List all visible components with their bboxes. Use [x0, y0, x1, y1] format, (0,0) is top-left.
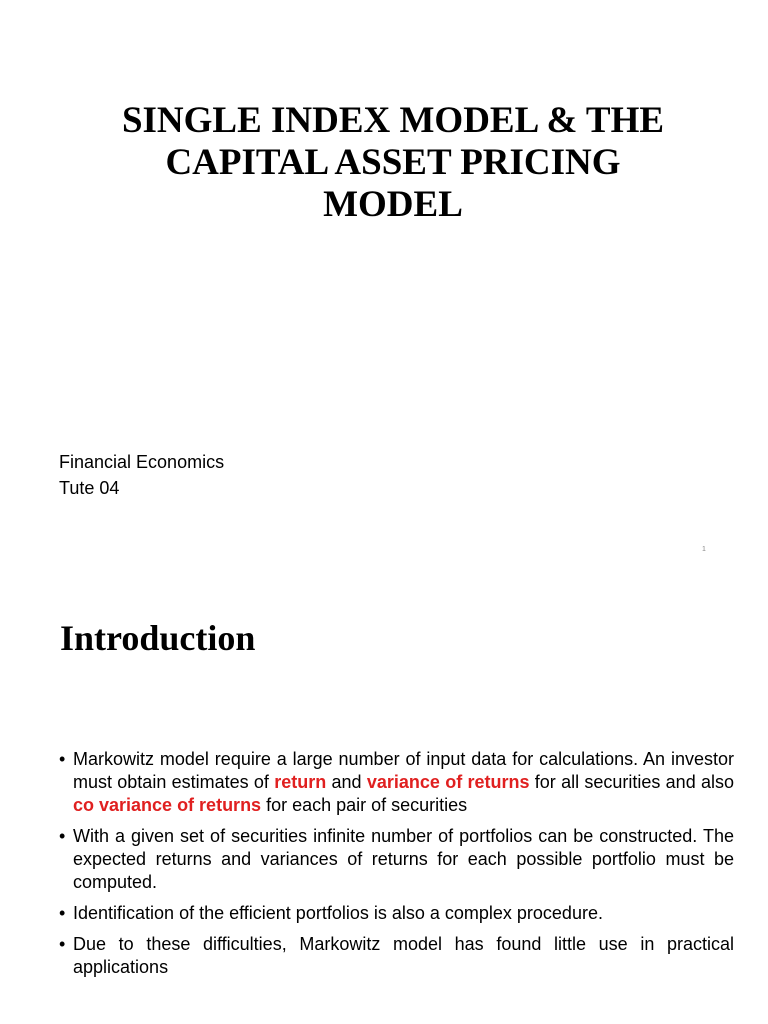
- bullet-icon: •: [59, 826, 66, 846]
- title-line: SINGLE INDEX MODEL & THE: [121, 100, 665, 141]
- bullet-segment: Identification of the efficient portfolios is also a complex procedure.: [73, 903, 603, 923]
- bullet-text: [73, 903, 603, 923]
- bullet-text: [73, 934, 734, 977]
- bullet-segment: Due to these difficulties, Markowitz model has found little use in practical applications: [73, 934, 734, 977]
- bullet-segment: for all securities and also: [529, 772, 735, 792]
- bullet-item: [59, 933, 734, 979]
- slide-title: [60, 100, 726, 226]
- bullet-item: [59, 748, 734, 817]
- tute-number: Tute 04: [59, 478, 120, 498]
- bullet-segment: Markowitz model require a large number of input data for calculations. An investor must obtain estimates of: [73, 749, 734, 792]
- highlight-term: return: [274, 772, 327, 792]
- bullet-icon: •: [59, 749, 66, 769]
- highlight-term: variance of returns: [366, 772, 530, 792]
- slide-subtitle: [59, 449, 224, 501]
- title-line: CAPITAL ASSET PRICING: [165, 142, 621, 183]
- page-number: 1: [702, 546, 706, 553]
- title-line: MODEL: [323, 184, 463, 225]
- bullet-text: [73, 749, 734, 815]
- bullet-segment: and: [326, 772, 367, 792]
- highlight-term: co variance of returns: [73, 795, 262, 815]
- bullet-list: [59, 748, 734, 987]
- bullet-segment: for each pair of securities: [261, 795, 468, 815]
- bullet-item: [59, 902, 734, 925]
- course-name: Financial Economics: [59, 452, 225, 472]
- introduction-slide: [0, 576, 768, 1024]
- bullet-segment: With a given set of securities infinite number of portfolios can be constructed. The expected returns and variances of returns for each possible portfolio must be computed.: [73, 826, 734, 892]
- bullet-text: [73, 826, 734, 892]
- bullet-icon: •: [59, 903, 66, 923]
- bullet-icon: •: [59, 934, 66, 954]
- bullet-item: [59, 825, 734, 894]
- slide-title: Introduction: [60, 618, 256, 658]
